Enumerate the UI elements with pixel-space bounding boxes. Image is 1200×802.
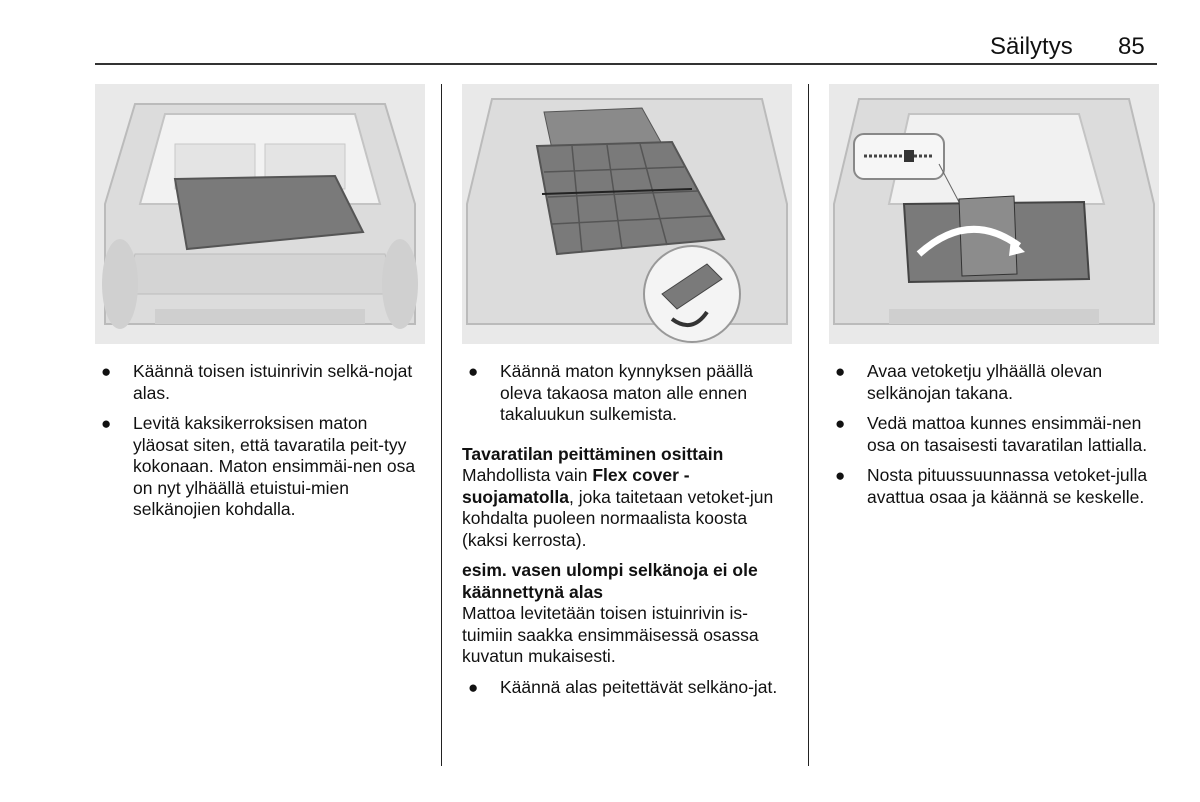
bullet-icon: ● xyxy=(835,362,846,381)
bullet-text: Käännä alas peitettävät selkäno-jat. xyxy=(500,676,778,697)
column-divider-right xyxy=(808,84,809,766)
page-number: 85 xyxy=(1118,33,1145,60)
bullet-text: Vedä mattoa kunnes ensimmäi-nen osa on tasaisesti tavaratilan lattialla. xyxy=(867,413,1148,455)
bullet-icon: ● xyxy=(101,414,112,433)
bullet-item xyxy=(95,361,420,404)
bullet-item xyxy=(462,677,787,699)
bullet-icon: ● xyxy=(468,677,479,697)
column-2-text xyxy=(462,361,787,707)
illustration-zipper-flip xyxy=(829,84,1159,344)
illustration-trunk-mat-flat xyxy=(95,84,425,344)
bullet-text: Käännä toisen istuinrivin selkä-nojat alas. xyxy=(133,361,413,403)
bullet-icon: ● xyxy=(468,362,479,381)
bullet-icon: ● xyxy=(835,466,846,485)
section-heading: Tavaratilan peittäminen osittain xyxy=(462,443,724,464)
bullet-text: Levitä kaksikerroksisen maton yläosat siten, että tavaratila peit-tyy kokonaan. Maton ensimmäi-nen osa on nyt ylhäällä etuistui-mien selkänojien kohdalla. xyxy=(133,413,416,519)
bullet-item xyxy=(829,361,1154,404)
bullet-item xyxy=(462,361,787,426)
section-paragraph xyxy=(462,465,787,551)
bullet-item xyxy=(95,413,420,521)
bullet-text: Käännä maton kynnyksen päällä oleva takaosa maton alle ennen takaluukun sulkemista. xyxy=(500,361,753,424)
paragraph-text: , joka taitetaan vetoket-jun kohdalta puoleen normaalista koosta (kaksi kerrosta). xyxy=(462,486,774,550)
bullet-icon: ● xyxy=(835,414,846,433)
page-header-title: Säilytys xyxy=(990,33,1073,60)
subheading: esim. vasen ulompi selkänoja ei ole käännettynä alas xyxy=(462,560,758,602)
paragraph-text: Mahdollista vain xyxy=(462,465,593,485)
bullet-text: Nosta pituussuunnassa vetoket-julla avattua osaa ja käännä se keskelle. xyxy=(867,465,1148,507)
column-3-text xyxy=(829,361,1154,517)
subsection-paragraph: Mattoa levitetään toisen istuinrivin is-tuimiin saakka ensimmäisessä osassa kuvatun mukaisesti. xyxy=(462,603,759,666)
bullet-item xyxy=(829,413,1154,456)
column-divider-left xyxy=(441,84,442,766)
product-name: Flex cover -suojamatolla xyxy=(462,465,690,507)
illustration-mat-grid-fold xyxy=(462,84,792,344)
bullet-text: Avaa vetoketju ylhäällä olevan selkänojan takana. xyxy=(867,361,1103,403)
header-rule xyxy=(95,63,1157,65)
bullet-item xyxy=(829,465,1154,508)
column-1-text xyxy=(95,361,420,530)
bullet-icon: ● xyxy=(101,362,112,381)
